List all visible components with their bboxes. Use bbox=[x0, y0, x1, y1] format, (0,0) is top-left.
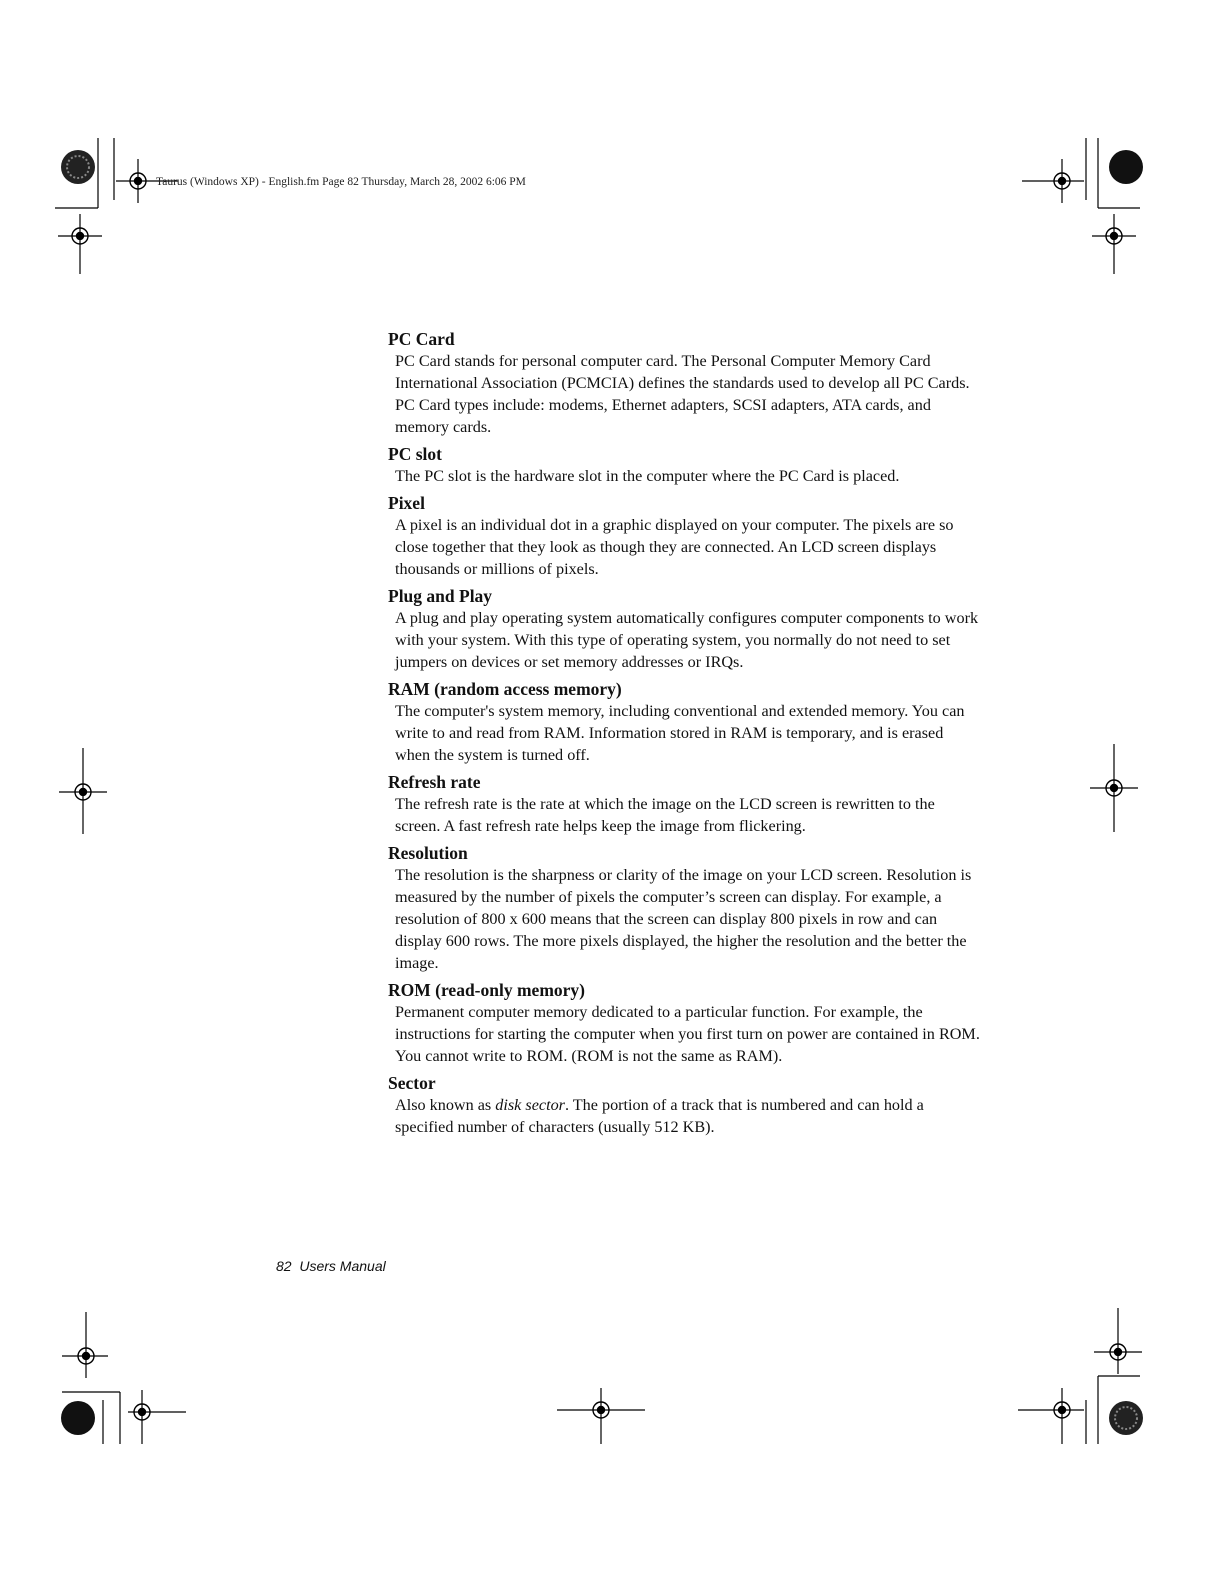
crop-mark-bottom-right bbox=[1010, 1300, 1224, 1460]
glossary-term: RAM (random access memory) bbox=[388, 679, 622, 699]
glossary-term: Sector bbox=[388, 1073, 436, 1093]
glossary-term: Pixel bbox=[388, 493, 425, 513]
glossary-definition: The resolution is the sharpness or clarity of the image on your LCD screen. Resolution is measured by the number of pixels the computer’s screen can display. For example, a resolution of 800 x 600 means that the screen can display 800 pixels in row and can display 600 rows. The more pixels displayed, the higher the resolution and the better the image. bbox=[395, 866, 972, 972]
page-number: 82 bbox=[276, 1258, 292, 1274]
definition-text: . The portion of a track that is numbered and can hold a specified number of characters (usually 512 KB). bbox=[395, 1096, 924, 1136]
manual-title: Users Manual bbox=[299, 1258, 386, 1274]
glossary-definition: The refresh rate is the rate at which the image on the LCD screen is rewritten to the screen. A fast refresh rate helps keep the image from flickering. bbox=[395, 795, 935, 835]
glossary-term: ROM (read-only memory) bbox=[388, 980, 585, 1000]
page-footer bbox=[276, 1258, 386, 1274]
crop-mark-middle-left bbox=[50, 740, 120, 840]
glossary-definition: Permanent computer memory dedicated to a particular function. For example, the instructions for starting the computer when you first turn on power are contained in ROM. You cannot write to ROM. (ROM is not the same as RAM). bbox=[395, 1003, 980, 1065]
glossary-definition bbox=[395, 1094, 980, 1139]
glossary-term: Resolution bbox=[388, 843, 468, 863]
glossary-definition: A plug and play operating system automatically configures computer components to work with your system. With this type of operating system, you normally do not need to set jumpers on devices or set memory addresses or IRQs. bbox=[395, 609, 979, 671]
glossary-term: Refresh rate bbox=[388, 772, 481, 792]
print-slug: Taurus (Windows XP) - English.fm Page 82 Thursday, March 28, 2002 6:06 PM bbox=[156, 176, 526, 188]
glossary-definition: The PC slot is the hardware slot in the computer where the PC Card is placed. bbox=[395, 467, 900, 485]
crop-mark-top-right bbox=[1010, 0, 1224, 290]
crop-mark-top-left bbox=[0, 0, 200, 290]
glossary-definition: A pixel is an individual dot in a graphic displayed on your computer. The pixels are so close together that they look as though they are connected. An LCD screen displays thousands or millions of pixels. bbox=[395, 516, 954, 578]
glossary-term: PC Card bbox=[388, 329, 455, 349]
glossary-definition: PC Card stands for personal computer card. The Personal Computer Memory Card International Association (PCMCIA) defines the standards used to develop all PC Cards. PC Card types include: modems, Ethernet adapters, SCSI adapters, ATA cards, and memory cards. bbox=[395, 352, 970, 436]
crop-mark-middle-right bbox=[1080, 740, 1150, 840]
definition-emphasis: disk sector bbox=[495, 1096, 565, 1114]
glossary-term: PC slot bbox=[388, 444, 442, 464]
definition-text: Also known as bbox=[395, 1096, 496, 1114]
crop-mark-bottom-center bbox=[550, 1380, 660, 1450]
glossary-list bbox=[388, 328, 980, 1139]
glossary-term: Plug and Play bbox=[388, 586, 493, 606]
glossary-definition: The computer's system memory, including conventional and extended memory. You can write to and read from RAM. Information stored in RAM is temporary, and is erased when the system is turned off. bbox=[395, 702, 965, 764]
crop-mark-bottom-left bbox=[0, 1300, 200, 1460]
